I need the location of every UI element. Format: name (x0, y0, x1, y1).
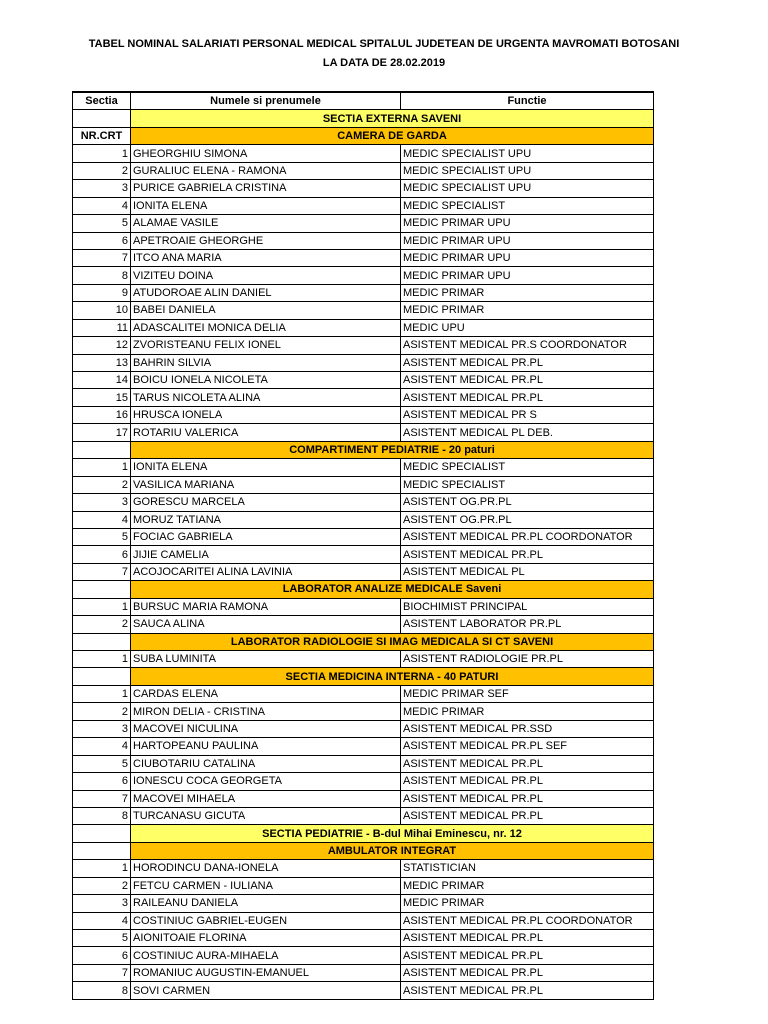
employee-name: HARTOPEANU PAULINA (131, 738, 401, 755)
row-number: 7 (73, 790, 131, 807)
employee-name: IONITA ELENA (131, 197, 401, 214)
row-label-cell (73, 110, 131, 127)
employee-function: MEDIC PRIMAR (401, 895, 654, 912)
employee-name: RAILEANU DANIELA (131, 895, 401, 912)
row-number: 3 (73, 895, 131, 912)
employee-function: MEDIC SPECIALIST UPU (401, 162, 654, 179)
row-number: 1 (73, 651, 131, 668)
table-row (73, 494, 654, 511)
employee-name: BURSUC MARIA RAMONA (131, 598, 401, 615)
employee-name: HRUSCA IONELA (131, 406, 401, 423)
row-number: 3 (73, 494, 131, 511)
row-number: 1 (73, 459, 131, 476)
department-title: LABORATOR ANALIZE MEDICALE Saveni (131, 581, 654, 598)
row-number: 1 (73, 860, 131, 877)
table-row (73, 964, 654, 981)
row-number: 2 (73, 476, 131, 493)
table-row (73, 720, 654, 737)
employee-function: MEDIC PRIMAR (401, 703, 654, 720)
employee-name: TURCANASU GICUTA (131, 807, 401, 824)
row-label-cell: NR.CRT (73, 127, 131, 144)
table-row (73, 947, 654, 964)
table-row (73, 912, 654, 929)
row-number: 2 (73, 703, 131, 720)
section-row (73, 110, 654, 127)
row-number: 6 (73, 232, 131, 249)
table-row (73, 773, 654, 790)
table-row (73, 459, 654, 476)
header-cell-sectia: Sectia (73, 92, 131, 110)
employee-name: GORESCU MARCELA (131, 494, 401, 511)
employee-name: AIONITOAIE FLORINA (131, 930, 401, 947)
employee-name: JIJIE CAMELIA (131, 546, 401, 563)
table-row (73, 598, 654, 615)
row-number: 6 (73, 947, 131, 964)
employee-name: MACOVEI MIHAELA (131, 790, 401, 807)
employee-name: FETCU CARMEN - IULIANA (131, 877, 401, 894)
row-number: 11 (73, 319, 131, 336)
employee-function: MEDIC PRIMAR UPU (401, 215, 654, 232)
employee-function: MEDIC PRIMAR SEF (401, 685, 654, 702)
employee-function: ASISTENT MEDICAL PR.PL COORDONATOR (401, 528, 654, 545)
employee-name: ROTARIU VALERICA (131, 424, 401, 441)
employee-function: ASISTENT RADIOLOGIE PR.PL (401, 651, 654, 668)
row-number: 5 (73, 215, 131, 232)
row-number: 4 (73, 912, 131, 929)
row-label-cell (73, 581, 131, 598)
employee-function: ASISTENT MEDICAL PR.PL (401, 389, 654, 406)
department-title: COMPARTIMENT PEDIATRIE - 20 paturi (131, 441, 654, 458)
table-row (73, 197, 654, 214)
table-row (73, 162, 654, 179)
employee-name: COSTINIUC GABRIEL-EUGEN (131, 912, 401, 929)
employee-name: ROMANIUC AUGUSTIN-EMANUEL (131, 964, 401, 981)
employee-function: MEDIC SPECIALIST (401, 476, 654, 493)
document-title: TABEL NOMINAL SALARIATI PERSONAL MEDICAL SPITALUL JUDETEAN DE URGENTA MAVROMATI BOTOSANI (88, 38, 680, 50)
table-row (73, 738, 654, 755)
table-row (73, 703, 654, 720)
employee-name: ACOJOCARITEI ALINA LAVINIA (131, 563, 401, 580)
row-number: 4 (73, 197, 131, 214)
employee-name: BOICU IONELA NICOLETA (131, 372, 401, 389)
table-row (73, 406, 654, 423)
row-number: 6 (73, 546, 131, 563)
table-row (73, 807, 654, 824)
employee-name: IONITA ELENA (131, 459, 401, 476)
section-row (73, 825, 654, 842)
table-row (73, 895, 654, 912)
employee-function: ASISTENT MEDICAL PR.PL (401, 982, 654, 999)
employee-function: ASISTENT MEDICAL PL DEB. (401, 424, 654, 441)
header-cell-function: Functie (401, 92, 654, 110)
table-row (73, 302, 654, 319)
employee-function: MEDIC PRIMAR (401, 877, 654, 894)
employee-function: MEDIC UPU (401, 319, 654, 336)
employee-function: ASISTENT OG.PR.PL (401, 494, 654, 511)
header-cell-name: Numele si prenumele (131, 92, 401, 110)
row-number: 8 (73, 982, 131, 999)
row-number: 17 (73, 424, 131, 441)
employee-name: IONESCU COCA GEORGETA (131, 773, 401, 790)
row-number: 12 (73, 337, 131, 354)
table-row (73, 982, 654, 999)
employee-name: ADASCALITEI MONICA DELIA (131, 319, 401, 336)
employee-name: MACOVEI NICULINA (131, 720, 401, 737)
employee-function: ASISTENT LABORATOR PR.PL (401, 616, 654, 633)
row-number: 10 (73, 302, 131, 319)
row-label-cell (73, 668, 131, 685)
table-row (73, 354, 654, 371)
employee-name: SUBA LUMINITA (131, 651, 401, 668)
employee-name: MIRON DELIA - CRISTINA (131, 703, 401, 720)
row-number: 9 (73, 284, 131, 301)
employee-function: ASISTENT MEDICAL PR.PL COORDONATOR (401, 912, 654, 929)
employee-name: HORODINCU DANA-IONELA (131, 860, 401, 877)
row-number: 13 (73, 354, 131, 371)
row-number: 4 (73, 738, 131, 755)
employee-function: MEDIC PRIMAR (401, 302, 654, 319)
row-number: 16 (73, 406, 131, 423)
table-row (73, 476, 654, 493)
row-number: 7 (73, 964, 131, 981)
table-row (73, 337, 654, 354)
document-date: LA DATA DE 28.02.2019 (322, 57, 446, 69)
department-row (73, 668, 654, 685)
employee-function: ASISTENT OG.PR.PL (401, 511, 654, 528)
row-number: 5 (73, 930, 131, 947)
row-number: 3 (73, 720, 131, 737)
table-row (73, 389, 654, 406)
employee-name: ITCO ANA MARIA (131, 249, 401, 266)
section-title: SECTIA PEDIATRIE - B-dul Mihai Eminescu, nr. 12 (131, 825, 654, 842)
row-number: 6 (73, 773, 131, 790)
table-row (73, 249, 654, 266)
table-row (73, 546, 654, 563)
employee-function: BIOCHIMIST PRINCIPAL (401, 598, 654, 615)
row-label-cell (73, 842, 131, 859)
employee-function: ASISTENT MEDICAL PR.PL (401, 930, 654, 947)
employee-name: GURALIUC ELENA - RAMONA (131, 162, 401, 179)
row-number: 3 (73, 180, 131, 197)
employee-name: SAUCA ALINA (131, 616, 401, 633)
employee-name: ALAMAE VASILE (131, 215, 401, 232)
row-number: 1 (73, 145, 131, 162)
employee-function: MEDIC SPECIALIST (401, 197, 654, 214)
employee-function: ASISTENT MEDICAL PR.PL (401, 964, 654, 981)
employee-name: COSTINIUC AURA-MIHAELA (131, 947, 401, 964)
employee-function: ASISTENT MEDICAL PR.PL (401, 354, 654, 371)
row-label-cell (73, 825, 131, 842)
employee-name: PURICE GABRIELA CRISTINA (131, 180, 401, 197)
employee-function: MEDIC PRIMAR UPU (401, 232, 654, 249)
employee-function: ASISTENT MEDICAL PR.SSD (401, 720, 654, 737)
department-title: LABORATOR RADIOLOGIE SI IMAG MEDICALA SI CT SAVENI (131, 633, 654, 650)
employee-function: STATISTICIAN (401, 860, 654, 877)
table-row (73, 511, 654, 528)
table-row (73, 319, 654, 336)
employee-name: VIZITEU DOINA (131, 267, 401, 284)
employee-function: ASISTENT MEDICAL PR.S COORDONATOR (401, 337, 654, 354)
department-row (73, 633, 654, 650)
employee-name: BABEI DANIELA (131, 302, 401, 319)
department-title: SECTIA MEDICINA INTERNA - 40 PATURI (131, 668, 654, 685)
employee-function: MEDIC PRIMAR UPU (401, 267, 654, 284)
employee-name: SOVI CARMEN (131, 982, 401, 999)
row-number: 7 (73, 249, 131, 266)
staff-table-body (73, 92, 654, 999)
row-number: 2 (73, 616, 131, 633)
table-row (73, 284, 654, 301)
department-row (73, 127, 654, 144)
table-row (73, 180, 654, 197)
department-title: CAMERA DE GARDA (131, 127, 654, 144)
row-number: 4 (73, 511, 131, 528)
table-row (73, 790, 654, 807)
section-title: SECTIA EXTERNA SAVENI (131, 110, 654, 127)
employee-name: TARUS NICOLETA ALINA (131, 389, 401, 406)
table-row (73, 232, 654, 249)
table-row (73, 755, 654, 772)
employee-name: CARDAS ELENA (131, 685, 401, 702)
employee-function: ASISTENT MEDICAL PR.PL (401, 755, 654, 772)
row-number: 1 (73, 598, 131, 615)
employee-function: ASISTENT MEDICAL PR.PL (401, 546, 654, 563)
row-number: 2 (73, 162, 131, 179)
table-row (73, 563, 654, 580)
table-row (73, 424, 654, 441)
employee-name: MORUZ TATIANA (131, 511, 401, 528)
table-row (73, 145, 654, 162)
department-row (73, 842, 654, 859)
employee-function: ASISTENT MEDICAL PR.PL (401, 372, 654, 389)
department-row (73, 441, 654, 458)
employee-function: ASISTENT MEDICAL PR.PL (401, 947, 654, 964)
employee-name: ATUDOROAE ALIN DANIEL (131, 284, 401, 301)
table-row (73, 528, 654, 545)
row-number: 14 (73, 372, 131, 389)
employee-function: ASISTENT MEDICAL PR.PL SEF (401, 738, 654, 755)
employee-name: GHEORGHIU SIMONA (131, 145, 401, 162)
employee-function: ASISTENT MEDICAL PR.PL (401, 773, 654, 790)
employee-name: ZVORISTEANU FELIX IONEL (131, 337, 401, 354)
staff-table (72, 91, 654, 1000)
table-row (73, 372, 654, 389)
employee-function: ASISTENT MEDICAL PL (401, 563, 654, 580)
employee-name: FOCIAC GABRIELA (131, 528, 401, 545)
table-row (73, 877, 654, 894)
table-row (73, 860, 654, 877)
row-number: 8 (73, 807, 131, 824)
row-number: 7 (73, 563, 131, 580)
employee-function: MEDIC SPECIALIST UPU (401, 145, 654, 162)
row-label-cell (73, 441, 131, 458)
table-row (73, 215, 654, 232)
row-number: 15 (73, 389, 131, 406)
row-label-cell (73, 633, 131, 650)
employee-name: VASILICA MARIANA (131, 476, 401, 493)
table-header-row (73, 92, 654, 110)
table-row (73, 651, 654, 668)
employee-function: ASISTENT MEDICAL PR.PL (401, 790, 654, 807)
row-number: 1 (73, 685, 131, 702)
table-row (73, 616, 654, 633)
employee-function: MEDIC SPECIALIST UPU (401, 180, 654, 197)
table-row (73, 930, 654, 947)
row-number: 5 (73, 755, 131, 772)
row-number: 8 (73, 267, 131, 284)
employee-function: MEDIC SPECIALIST (401, 459, 654, 476)
employee-function: ASISTENT MEDICAL PR.PL (401, 807, 654, 824)
employee-name: BAHRIN SILVIA (131, 354, 401, 371)
department-row (73, 581, 654, 598)
table-row (73, 267, 654, 284)
department-title: AMBULATOR INTEGRAT (131, 842, 654, 859)
employee-function: MEDIC PRIMAR (401, 284, 654, 301)
row-number: 2 (73, 877, 131, 894)
employee-function: MEDIC PRIMAR UPU (401, 249, 654, 266)
row-number: 5 (73, 528, 131, 545)
employee-function: ASISTENT MEDICAL PR S (401, 406, 654, 423)
employee-name: APETROAIE GHEORGHE (131, 232, 401, 249)
employee-name: CIUBOTARIU CATALINA (131, 755, 401, 772)
table-row (73, 685, 654, 702)
